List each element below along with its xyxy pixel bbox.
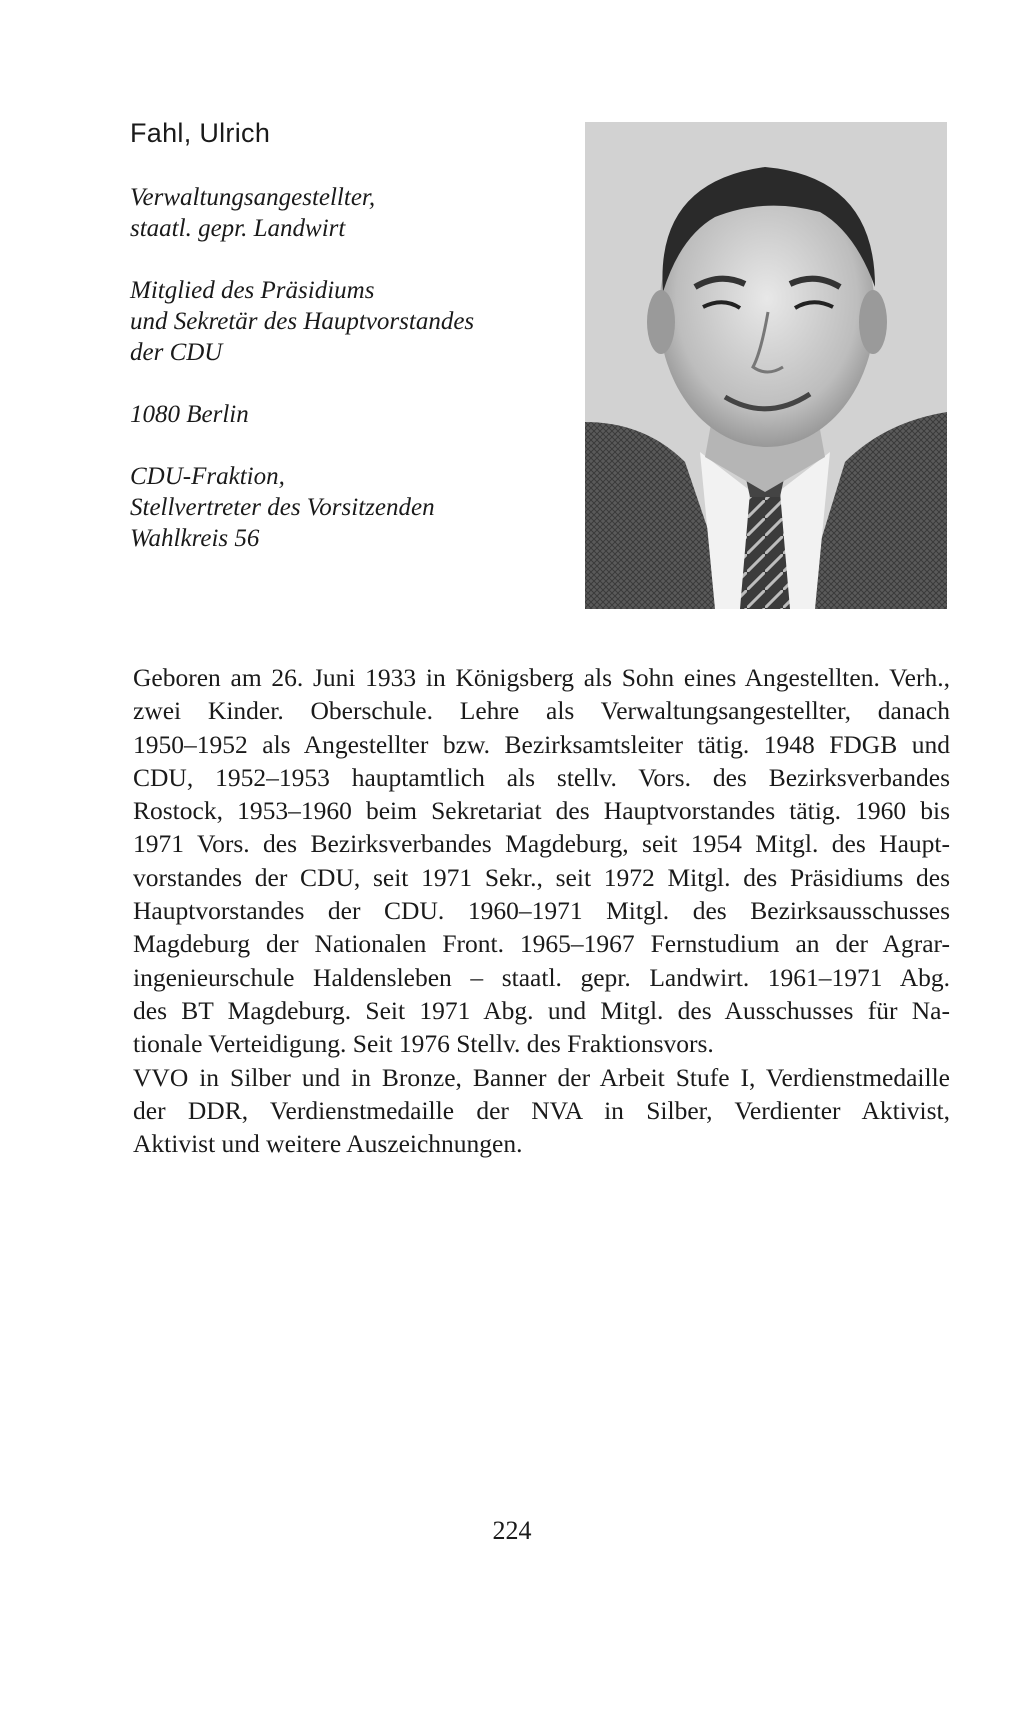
profession-block — [130, 182, 570, 244]
person-details — [130, 182, 570, 585]
awards-line: der DDR, Verdienstmedaille der NVA in Silber, Verdienter Aktivist, — [133, 1095, 950, 1125]
biography-line: CDU, 1952–1953 hauptamtlich als stellv. Vors. des Bezirksverbandes — [133, 762, 950, 792]
page-number: 224 — [492, 1516, 532, 1545]
biography-line: Rostock, 1953–1960 beim Sekretariat des Hauptvorstandes tätig. 1960 bis — [133, 796, 950, 826]
awards-line: Aktivist und weitere Auszeichnungen. — [133, 1129, 523, 1159]
biography-line: 1950–1952 als Angestellter bzw. Bezirksamtsleiter tätig. 1948 FDGB und — [133, 729, 950, 759]
position-line: der CDU — [130, 339, 223, 366]
parliament-block — [130, 461, 570, 554]
biography-line: zwei Kinder. Oberschule. Lehre als Verwaltungsangestellter, danach — [133, 696, 950, 726]
person-name: Fahl, Ulrich — [130, 118, 271, 148]
biography-line: des BT Magdeburg. Seit 1971 Abg. und Mitgl. des Ausschusses für Na- — [133, 995, 950, 1025]
biography-line: Geboren am 26. Juni 1933 in Königsberg als Sohn eines Angestellten. Verh., — [133, 663, 950, 692]
biography — [133, 661, 950, 1160]
position-line: und Sekretär des Hauptvorstandes — [130, 308, 475, 335]
parliament-line: CDU-Fraktion, — [130, 463, 285, 490]
profession-line: staatl. gepr. Landwirt — [130, 215, 346, 242]
biography-line: vorstandes der CDU, seit 1971 Sekr., seit 1972 Mitgl. des Präsidiums des — [133, 862, 950, 892]
biography-line: 1971 Vors. des Bezirksverbandes Magdeburg, seit 1954 Mitgl. des Haupt- — [133, 829, 950, 859]
residence-line: 1080 Berlin — [130, 401, 249, 428]
biography-line: Magdeburg der Nationalen Front. 1965–1967 Fernstudium an der Agrar- — [133, 929, 950, 959]
position-line: Mitglied des Präsidiums — [130, 277, 375, 304]
biography-line: Hauptvorstandes der CDU. 1960–1971 Mitgl. des Bezirksausschusses — [133, 896, 950, 926]
awards-line: VVO in Silber und in Bronze, Banner der Arbeit Stufe I, Verdienstmedaille — [133, 1062, 950, 1092]
parliament-line: Wahlkreis 56 — [130, 525, 260, 552]
residence-block — [130, 399, 570, 430]
biography-line: ingenieurschule Haldensleben – staatl. gepr. Landwirt. 1961–1971 Abg. — [133, 962, 950, 992]
portrait-photo — [585, 122, 947, 609]
biography-line: tionale Verteidigung. Seit 1976 Stellv. des Fraktionsvors. — [133, 1029, 714, 1059]
parliament-line: Stellvertreter des Vorsitzenden — [130, 494, 435, 521]
profession-line: Verwaltungsangestellter, — [130, 184, 376, 211]
position-block — [130, 275, 570, 368]
